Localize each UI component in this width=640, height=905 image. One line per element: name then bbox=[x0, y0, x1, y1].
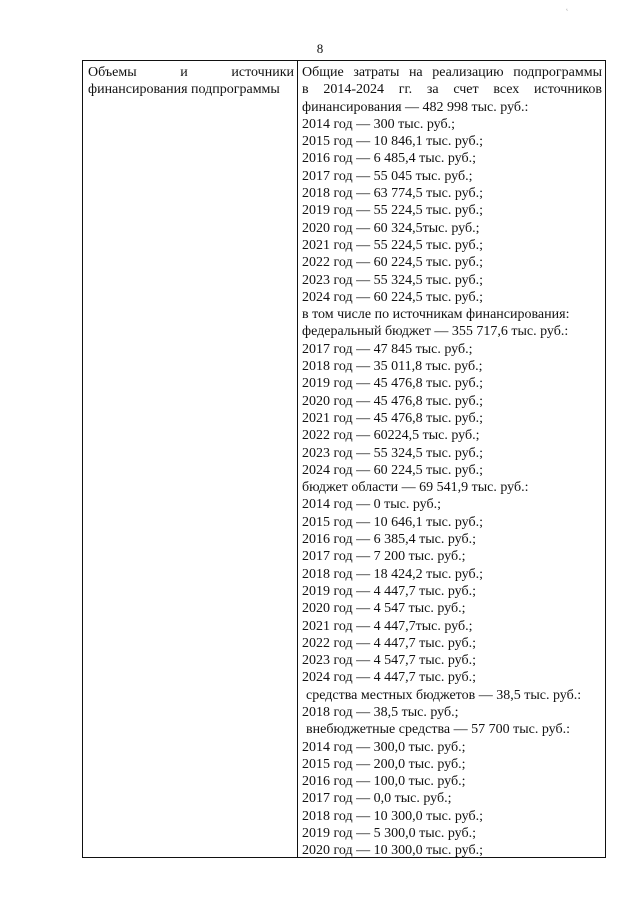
year-amount-line: 2022 год — 60224,5 тыс. руб.; bbox=[302, 428, 480, 444]
local-budget-heading: средства местных бюджетов — 38,5 тыс. руб.: bbox=[306, 687, 582, 703]
year-amount-line: 2017 год — 0,0 тыс. руб.; bbox=[302, 791, 452, 807]
year-amount-line: 2015 год — 10 646,1 тыс. руб.; bbox=[302, 514, 483, 530]
year-amount-line: 2014 год — 0 тыс. руб.; bbox=[302, 497, 441, 513]
year-amount-line: 2024 год — 60 224,5 тыс. руб.; bbox=[302, 462, 483, 478]
year-amount-line: 2019 год — 45 476,8 тыс. руб.; bbox=[302, 376, 483, 392]
total-by-year-list bbox=[302, 116, 602, 306]
year-amount-line: 2015 год — 10 846,1 тыс. руб.; bbox=[302, 134, 483, 150]
year-amount-line: 2023 год — 55 324,5 тыс. руб.; bbox=[302, 272, 483, 288]
intro-word: в bbox=[302, 82, 309, 98]
row-label-cell bbox=[88, 64, 294, 99]
local-by-year-list bbox=[302, 704, 602, 721]
intro-word: подпрограммы bbox=[513, 65, 602, 80]
year-amount-line: 2018 год — 10 300,0 тыс. руб.; bbox=[302, 808, 483, 824]
year-amount-line: 2020 год — 10 300,0 тыс. руб.; bbox=[302, 843, 483, 859]
year-amount-line: 2017 год — 7 200 тыс. руб.; bbox=[302, 549, 466, 565]
year-amount-line: 2019 год — 4 447,7 тыс. руб.; bbox=[302, 583, 476, 599]
year-amount-line: 2017 год — 47 845 тыс. руб.; bbox=[302, 341, 473, 357]
year-amount-line: 2016 год — 6 485,4 тыс. руб.; bbox=[302, 151, 476, 167]
year-amount-line: 2020 год — 4 547 тыс. руб.; bbox=[302, 601, 466, 617]
year-amount-line: 2021 год — 55 224,5 тыс. руб.; bbox=[302, 237, 483, 253]
year-amount-line: 2021 год — 45 476,8 тыс. руб.; bbox=[302, 410, 483, 426]
year-amount-line: 2019 год — 5 300,0 тыс. руб.; bbox=[302, 826, 476, 842]
row-label-word: Объемы bbox=[88, 65, 137, 80]
intro-word: счет bbox=[453, 82, 479, 98]
year-amount-line: 2014 год — 300,0 тыс. руб.; bbox=[302, 739, 466, 755]
intro-word: источников bbox=[534, 82, 603, 98]
year-amount-line: 2017 год — 55 045 тыс. руб.; bbox=[302, 168, 473, 184]
regional-by-year-list bbox=[302, 496, 602, 686]
year-amount-line: 2020 год — 45 476,8 тыс. руб.; bbox=[302, 393, 483, 409]
year-amount-line: 2024 год — 60 224,5 тыс. руб.; bbox=[302, 289, 483, 305]
year-amount-line: 2022 год — 4 447,7 тыс. руб.; bbox=[302, 635, 476, 651]
year-amount-line: 2023 год — 55 324,5 тыс. руб.; bbox=[302, 445, 483, 461]
year-amount-line: 2022 год — 60 224,5 тыс. руб.; bbox=[302, 255, 483, 271]
year-amount-line: 2018 год — 38,5 тыс. руб.; bbox=[302, 704, 459, 720]
intro-word: всех bbox=[493, 82, 520, 98]
regional-budget-heading: бюджет области — 69 541,9 тыс. руб.: bbox=[302, 480, 529, 496]
column-divider bbox=[297, 61, 298, 857]
intro-line-2 bbox=[302, 81, 602, 98]
intro-word: на bbox=[408, 65, 423, 80]
intro-word: затраты bbox=[353, 65, 400, 80]
year-amount-line: 2021 год — 4 447,7тыс. руб.; bbox=[302, 618, 473, 634]
intro-line-3: финансирования — 482 998 тыс. руб.: bbox=[302, 99, 529, 115]
row-label-word: и bbox=[180, 65, 188, 80]
year-amount-line: 2016 год — 100,0 тыс. руб.; bbox=[302, 774, 466, 790]
federal-budget-heading: федеральный бюджет — 355 717,6 тыс. руб.: bbox=[302, 324, 569, 340]
sources-heading: в том числе по источникам финансирования: bbox=[302, 307, 570, 323]
year-amount-line: 2014 год — 300 тыс. руб.; bbox=[302, 116, 455, 132]
year-amount-line: 2018 год — 35 011,8 тыс. руб.; bbox=[302, 359, 483, 375]
year-amount-line: 2020 год — 60 324,5тыс. руб.; bbox=[302, 220, 480, 236]
intro-word: за bbox=[426, 82, 439, 98]
year-amount-line: 2018 год — 63 774,5 тыс. руб.; bbox=[302, 186, 483, 202]
intro-word: Общие bbox=[302, 65, 344, 80]
intro-word: гг. bbox=[398, 82, 413, 98]
scan-mark: ˛ bbox=[566, 2, 569, 11]
row-label-line-2: финансирования подпрограммы bbox=[88, 82, 280, 98]
page-number: 8 bbox=[316, 41, 324, 56]
row-label-word: источники bbox=[231, 65, 294, 80]
extrabudget-heading: внебюджетные средства — 57 700 тыс. руб.: bbox=[306, 722, 570, 738]
year-amount-line: 2019 год — 55 224,5 тыс. руб.; bbox=[302, 203, 483, 219]
year-amount-line: 2024 год — 4 447,7 тыс. руб.; bbox=[302, 670, 476, 686]
row-label-line-1 bbox=[88, 64, 294, 81]
year-amount-line: 2015 год — 200,0 тыс. руб.; bbox=[302, 756, 466, 772]
extrabudget-by-year-list bbox=[302, 739, 602, 860]
financing-table bbox=[82, 60, 606, 858]
row-content-cell bbox=[302, 64, 602, 860]
intro-line-1 bbox=[302, 64, 602, 81]
year-amount-line: 2023 год — 4 547,7 тыс. руб.; bbox=[302, 653, 476, 669]
intro-word: 2014-2024 bbox=[323, 82, 385, 98]
intro-word: реализацию bbox=[432, 65, 504, 80]
year-amount-line: 2018 год — 18 424,2 тыс. руб.; bbox=[302, 566, 483, 582]
federal-by-year-list bbox=[302, 341, 602, 479]
year-amount-line: 2016 год — 6 385,4 тыс. руб.; bbox=[302, 532, 476, 548]
